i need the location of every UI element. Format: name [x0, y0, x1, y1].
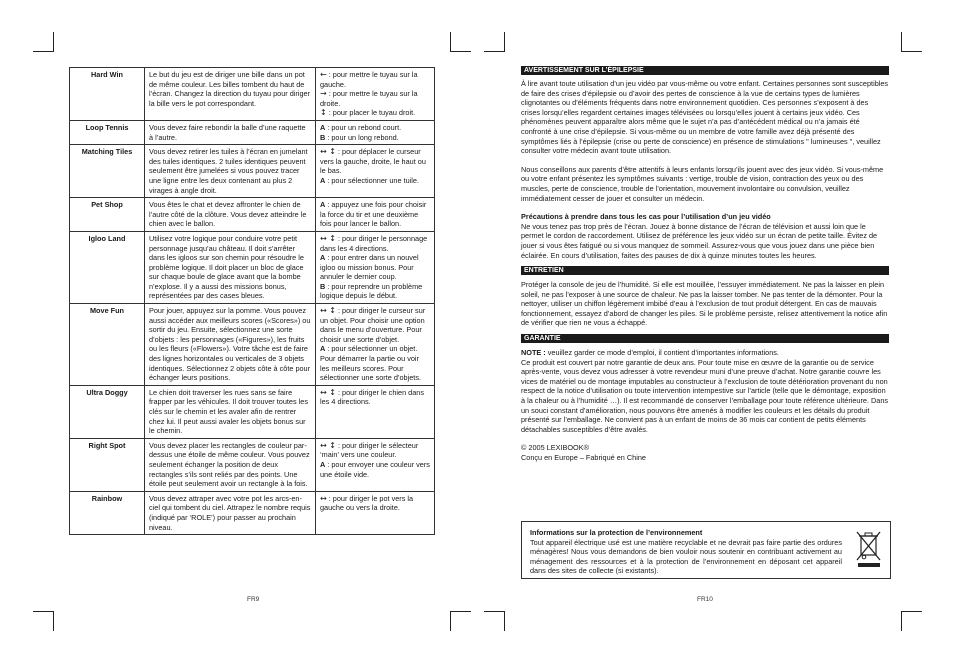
- game-description: Le chien doit traverser les rues sans se faire frapper par les véhicules. Il doit trouver toutes les clés sur le chemin et les avaler afin de rentrer chez lui. Il peut aussi avaler les objets bonus sur le chemin.: [145, 385, 316, 438]
- game-name: Hard Win: [70, 68, 145, 121]
- game-name: Ultra Doggy: [70, 385, 145, 438]
- control-text: : pour un rebond court.: [327, 122, 402, 132]
- maintenance-heading: ENTRETIEN: [521, 266, 889, 275]
- key-label: A: [320, 459, 326, 469]
- environment-text: Tout appareil électrique usé est une matière recyclable et ne devrait pas faire partie des ordures ménagères! Nous vous demandons de bien vouloir nous soutenir en contribuant activement au ménagement des ressources et à la protection de l’environnement en déposant cet appareil dans des sites de collecte (si existants).: [530, 537, 842, 576]
- warranty-note: NOTE : veuillez garder ce mode d’emploi, il contient d’importantes informations.: [521, 348, 779, 358]
- control-line: [320, 108, 430, 118]
- crop-mark: [902, 51, 922, 52]
- arrow-keys-icon: ↔ ↕: [320, 233, 336, 243]
- control-line: [320, 133, 430, 143]
- table-row: [70, 145, 435, 198]
- arrow-keys-icon: ↔ ↕: [320, 387, 336, 397]
- key-label: A: [320, 175, 326, 185]
- control-text: : pour placer le tuyau droit.: [328, 108, 416, 118]
- table-row: [70, 198, 435, 232]
- game-description: Vous devez faire rebondir la balle d’une raquette à l’autre.: [145, 120, 316, 144]
- crop-mark: [53, 611, 54, 631]
- game-name: Matching Tiles: [70, 145, 145, 198]
- table-row: [70, 304, 435, 386]
- game-controls: [316, 145, 435, 198]
- game-description: Le but du jeu est de diriger une bille dans un pot de même couleur. Les billes tombent du haut de l’écran. Changez la direction du tuyau pour diriger la bille vers le pot correspondant.: [145, 68, 316, 121]
- key-label: A: [320, 253, 326, 263]
- copyright: © 2005 LEXIBOOK®: [521, 443, 589, 453]
- control-text: : pour déplacer le curseur vers la gauche, droite, le haut ou le bas.: [320, 147, 426, 176]
- game-description: Vous êtes le chat et devez affronter le chien de l’autre côté de la clôture. Vous devez atteindre le chien avec le ballon.: [145, 198, 316, 232]
- control-line: [320, 123, 430, 133]
- table-row: [70, 491, 435, 534]
- environment-title: Informations sur la protection de l’environnement: [530, 528, 703, 537]
- crossed-out-wheelie-bin-icon: [856, 530, 882, 568]
- control-text: : appuyez une fois pour choisir la force du tir et une deuxième fois pour lancer le ballon.: [320, 200, 427, 229]
- control-text: : pour mettre le tuyau sur la droite.: [320, 89, 418, 108]
- key-label: B: [320, 132, 326, 142]
- game-name: Igloo Land: [70, 231, 145, 303]
- game-controls: [316, 438, 435, 491]
- arrow-keys-icon: ↔: [320, 493, 327, 503]
- crop-mark: [901, 611, 902, 631]
- game-name: Rainbow: [70, 491, 145, 534]
- control-line: [320, 234, 430, 253]
- epilepsy-heading: AVERTISSEMENT SUR L’ÉPILEPSIE: [521, 66, 889, 75]
- control-line: [320, 388, 430, 407]
- arrow-keys-icon: ↕: [320, 108, 327, 118]
- key-label: A: [320, 344, 326, 354]
- game-name: Loop Tennis: [70, 120, 145, 144]
- control-text: : pour diriger le curseur sur un objet. Pour choisir une option dans le menu d’ouverture. Pour choisir une sorte d’objet.: [320, 306, 426, 344]
- table-row: [70, 231, 435, 303]
- control-line: [320, 282, 430, 301]
- game-name: Pet Shop: [70, 198, 145, 232]
- table-row: [70, 438, 435, 491]
- game-controls: [316, 231, 435, 303]
- control-text: : pour diriger le personnage dans les 4 directions.: [320, 233, 428, 253]
- control-text: : pour diriger le chien dans les 4 directions.: [320, 387, 424, 407]
- control-line: [320, 306, 430, 344]
- table-row: [70, 68, 435, 121]
- game-controls: [316, 491, 435, 534]
- page-number-right: FR10: [697, 596, 713, 603]
- crop-mark: [504, 32, 505, 52]
- game-controls: [316, 120, 435, 144]
- warranty-heading: GARANTIE: [521, 334, 889, 343]
- crop-mark: [451, 51, 471, 52]
- crop-mark: [450, 32, 451, 52]
- key-label: A: [320, 122, 326, 132]
- control-text: : pour entrer dans un nouvel igloo ou mission bonus. Pour annuler le dernier coup.: [320, 253, 419, 282]
- arrow-keys-icon: ↔ ↕: [320, 306, 336, 316]
- control-text: : pour sélectionner une tuile.: [327, 175, 419, 185]
- arrow-keys-icon: ↔ ↕: [320, 147, 336, 157]
- crop-mark: [53, 32, 54, 52]
- table-row: [70, 120, 435, 144]
- crop-mark: [901, 32, 902, 52]
- control-line: [320, 460, 430, 479]
- crop-mark: [484, 51, 504, 52]
- control-line: [320, 70, 430, 89]
- arrow-keys-icon: ↔ ↕: [320, 440, 336, 450]
- control-line: [320, 200, 430, 229]
- control-line: [320, 494, 430, 513]
- right-page: [521, 66, 889, 463]
- precautions-text: Ne vous tenez pas trop près de l’écran. Jouez à bonne distance de l’écran de télévision et aussi loin que le permet le cordon de raccordement. Utilisez de préférence les jeux vidéo sur un écran de petite taille. Évitez de jouer si vous êtes fatigué ou si vous manquez de sommeil. Assurez-vous que vous jouez dans une pièce bien éclairée. En cours d’utilisation, faites des pauses de dix à quinze minutes toutes les heures.: [521, 221, 878, 260]
- warranty-text: Ce produit est couvert par notre garantie de deux ans. Pour toute mise en œuvre de la garantie ou de service après-vente, vous devez vous adresser à votre revendeur muni d’une preuve d’achat. Notre garantie couvre les vices de matériel ou de montage imputables au constructeur à l’exclusion de toute détérioration provenant du non respect de la notice d’utilisation ou toute intervention intempestive sur l’article (telle que le démontage, exposition à la chaleur ou à l’humidité …). Il est recommandé de conserver l’emballage pour toute référence ultérieure. Dans un souci constant d’amélioration, nous pouvons être amenés à modifier les couleurs et les détails du produit présenté sur l’emballage. Ne convient pas à un enfant de moins de 36 mois car contient de petits éléments détachables susceptibles d’être avalés.: [521, 357, 889, 434]
- control-line: [320, 89, 430, 108]
- control-text: : pour reprendre un problème logique depuis le début.: [320, 281, 423, 301]
- control-line: [320, 344, 430, 382]
- crop-mark: [484, 611, 504, 612]
- game-table: [69, 67, 435, 535]
- page-number-left: FR9: [247, 596, 260, 603]
- arrow-keys-icon: →: [320, 89, 327, 99]
- game-name: Move Fun: [70, 304, 145, 386]
- control-text: : pour un long rebond.: [327, 132, 399, 142]
- game-controls: [316, 385, 435, 438]
- game-controls: [316, 304, 435, 386]
- arrow-keys-icon: ←: [320, 70, 327, 79]
- control-line: [320, 147, 430, 176]
- epilepsy-paragraph-1: À lire avant toute utilisation d’un jeu vidéo par vous-même ou votre enfant. Certaines personnes sont susceptibles de faire des crises d’épilepsie ou d’avoir des pertes de conscience à la vue de certains types de lumières clignotantes ou d’éléments fréquents dans notre environnement quotidien. Ces personnes s’exposent à des crises lorsqu’elles regardent certaines images télévisées ou lorsqu’elles jouent à certains jeux vidéo. Ces phénomènes peuvent apparaître alors même que le sujet n’a pas d’antécédent médical ou n’a jamais été confronté à une crise d’épilepsie. Si vous-même ou un membre de votre famille avez déjà présenté des symptômes liés à l’épilepsie (crise ou perte de conscience) en présence de stimulations " lumineuses ", veuillez consulter votre médecin avant toute utilisation.: [521, 79, 889, 156]
- crop-mark: [504, 611, 505, 631]
- key-label: B: [320, 281, 326, 291]
- maintenance-text: Protéger la console de jeu de l’humidité. Si elle est mouillée, l’essuyer immédiatement. Ne pas la laisser en plein soleil, ne pas l’exposer à une source de chaleur. Ne pas la laisser tomber. Ne pas tenter de la démonter. Pour la nettoyer, utiliser un chiffon légèrement imbibé d’eau à l’exclusion de tout produit détergent. En cas de mauvais fonctionnement, essayez d’abord de changer les piles. Si le problème persiste, relisez attentivement la notice afin de vérifier que rien ne vous a échappé.: [521, 280, 888, 328]
- origin: Conçu en Europe – Fabriqué en Chine: [521, 453, 646, 462]
- table-row: [70, 385, 435, 438]
- crop-mark: [902, 611, 922, 612]
- crop-mark: [33, 51, 53, 52]
- control-line: [320, 441, 430, 460]
- control-text: : pour sélectionner un objet. Pour démarrer la partie ou voir les meilleurs scores. Pour sélectionner une sorte d’objets.: [320, 344, 422, 383]
- epilepsy-paragraph-2: Nous conseillons aux parents d’être attentifs à leurs enfants lorsqu’ils jouent avec des jeux vidéo. Si vous-même ou votre enfant présentez les symptômes suivants : vertige, trouble de vision, contraction des yeux ou des muscles, perte de conscience, trouble de l’orientation, mouvement involontaire ou convulsion, veuillez immédiatement cesser de jouer et consulter un médecin.: [521, 164, 884, 203]
- game-description: Pour jouer, appuyez sur la pomme. Vous pouvez aussi accéder aux meilleurs scores («Scores») ou sortir du jeu. Ensuite, sélectionnez une sorte d’objets : les personnages («Figures»), les fruits ou les fleurs («Flowers»). Votre tâche est de faire des lignes horizontales ou verticales de 3 objets identiques. Sélectionnez 2 objets côte à côte pour échanger leurs positions.: [145, 304, 316, 386]
- control-text: : pour envoyer une couleur vers une étoile vide.: [320, 459, 430, 479]
- environment-box: [521, 521, 891, 579]
- game-description: Utilisez votre logique pour conduire votre petit personnage jusqu’au château. Il doit s’arrêter dans les igloos sur son chemin pour résoudre le problème logique. Il doit placer un bloc de glace sur chaque boule de glace avant que la bombe n’explose. Il y a aussi des missions bonus, représentées par des cases bleues.: [145, 231, 316, 303]
- game-description: Vous devez attraper avec votre pot les arcs-en-ciel qui tombent du ciel. Attrapez le nombre requis (indiqué par ‘ROLE’) pour passer au prochain niveau.: [145, 491, 316, 534]
- warranty-note-label: NOTE :: [521, 348, 546, 358]
- game-controls: [316, 198, 435, 232]
- crop-mark: [450, 611, 451, 631]
- control-text: : pour diriger le pot vers la gauche ou vers la droite.: [320, 493, 414, 513]
- game-description: Vous devez placer les rectangles de couleur par-dessus une étoile de même couleur. Vous pouvez seulement échanger la position de deux rectangles s’ils sont reliés par des points. Une étoile peut seulement avoir un rectangle à la fois.: [145, 438, 316, 491]
- key-label: A: [320, 200, 326, 210]
- crop-mark: [33, 611, 53, 612]
- control-text: : pour mettre le tuyau sur la gauche.: [320, 70, 418, 89]
- game-controls: [316, 68, 435, 121]
- game-name: Right Spot: [70, 438, 145, 491]
- control-line: [320, 176, 430, 186]
- control-line: [320, 253, 430, 282]
- control-text: : pour diriger le sélecteur ‘main’ vers une couleur.: [320, 440, 419, 460]
- precautions-title: Précautions à prendre dans tous les cas pour l’utilisation d’un jeu vidéo: [521, 212, 771, 222]
- crop-mark: [451, 611, 471, 612]
- game-description: Vous devez retirer les tuiles à l’écran en jumelant des tuiles identiques. 2 tuiles identiques peuvent seulement être jumelées si vous pouvez tracer une ligne entre les deux contenant au plus 2 virages à angle droit.: [145, 145, 316, 198]
